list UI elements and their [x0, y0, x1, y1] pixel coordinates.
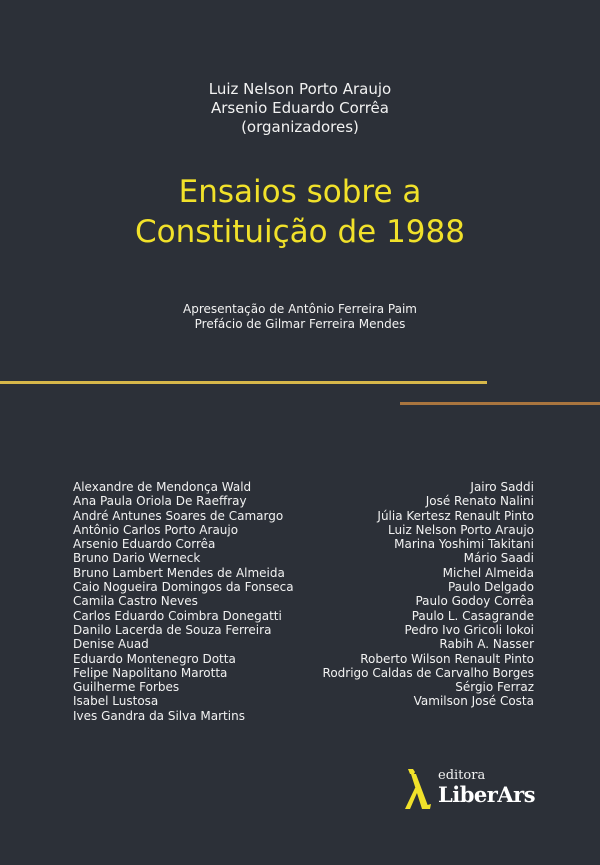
author-name: José Renato Nalini [425, 494, 534, 509]
author-name: Bruno Dario Werneck [73, 551, 201, 566]
title-line-1: Ensaios sobre a [178, 174, 422, 210]
author-name: Júlia Kertesz Renault Pinto [377, 508, 534, 523]
author-name: Alexandre de Mendonça Wald [73, 480, 252, 494]
author-name: Caio Nogueira Domingos da Fonseca [73, 580, 294, 595]
author-name: Ana Paula Oriola De Raeffray [73, 494, 247, 509]
author-name: Denise Auad [73, 637, 149, 652]
author-name: Ives Gandra da Silva Martins [73, 708, 245, 723]
author-name: Michel Almeida [442, 565, 534, 580]
author-name: Mário Saadi [463, 551, 534, 566]
author-name: Rabih A. Nasser [439, 637, 534, 652]
author-name: Danilo Lacerda de Souza Ferreira [73, 622, 272, 637]
organizer-name-1: Luiz Nelson Porto Araujo [208, 80, 392, 98]
author-name: Sérgio Ferraz [455, 680, 534, 695]
book-title [0, 172, 600, 252]
preface-credit: Prefácio de Gilmar Ferreira Mendes [194, 317, 406, 331]
author-name: Marina Yoshimi Takitani [394, 537, 534, 552]
author-name: Felipe Napolitano Marotta [73, 665, 228, 680]
author-name: Antônio Carlos Porto Araujo [73, 522, 239, 537]
author-name: Eduardo Montenegro Dotta [73, 651, 236, 666]
author-name: Bruno Lambert Mendes de Almeida [73, 565, 285, 580]
author-name: André Antunes Soares de Camargo [73, 508, 284, 523]
author-name: Carlos Eduardo Coimbra Donegatti [73, 608, 282, 623]
organizers-block [0, 80, 600, 137]
author-name: Guilherme Forbes [73, 680, 180, 695]
publisher-name: LiberArs [438, 782, 536, 807]
presentation-credit: Apresentação de Antônio Ferreira Paim [183, 302, 417, 316]
gold-divider [0, 381, 487, 384]
author-name: Camila Castro Neves [73, 594, 198, 609]
publisher-prefix: editora [438, 768, 486, 783]
author-name: Luiz Nelson Porto Araujo [388, 522, 534, 537]
author-name: Roberto Wilson Renault Pinto [360, 651, 534, 666]
author-name: Rodrigo Caldas de Carvalho Borges [322, 665, 534, 680]
author-name: Paulo Godoy Corrêa [415, 594, 534, 609]
organizers-label: (organizadores) [241, 118, 359, 136]
author-name: Paulo Delgado [447, 580, 534, 595]
liberars-logo-icon [402, 768, 432, 810]
author-name: Paulo L. Casagrande [411, 608, 534, 623]
organizer-name-2: Arsenio Eduardo Corrêa [211, 99, 389, 117]
author-name: Jairo Saddi [470, 480, 534, 494]
credits-block [0, 302, 600, 332]
author-name: Isabel Lustosa [73, 694, 159, 709]
authors-list-right [274, 480, 534, 709]
brown-divider [400, 402, 600, 405]
title-line-2: Constituição de 1988 [135, 214, 465, 250]
author-name: Pedro Ivo Gricoli Iokoi [404, 622, 534, 637]
author-name: Vamilson José Costa [413, 694, 534, 709]
author-name: Arsenio Eduardo Corrêa [73, 537, 216, 552]
publisher-logo [402, 768, 542, 812]
